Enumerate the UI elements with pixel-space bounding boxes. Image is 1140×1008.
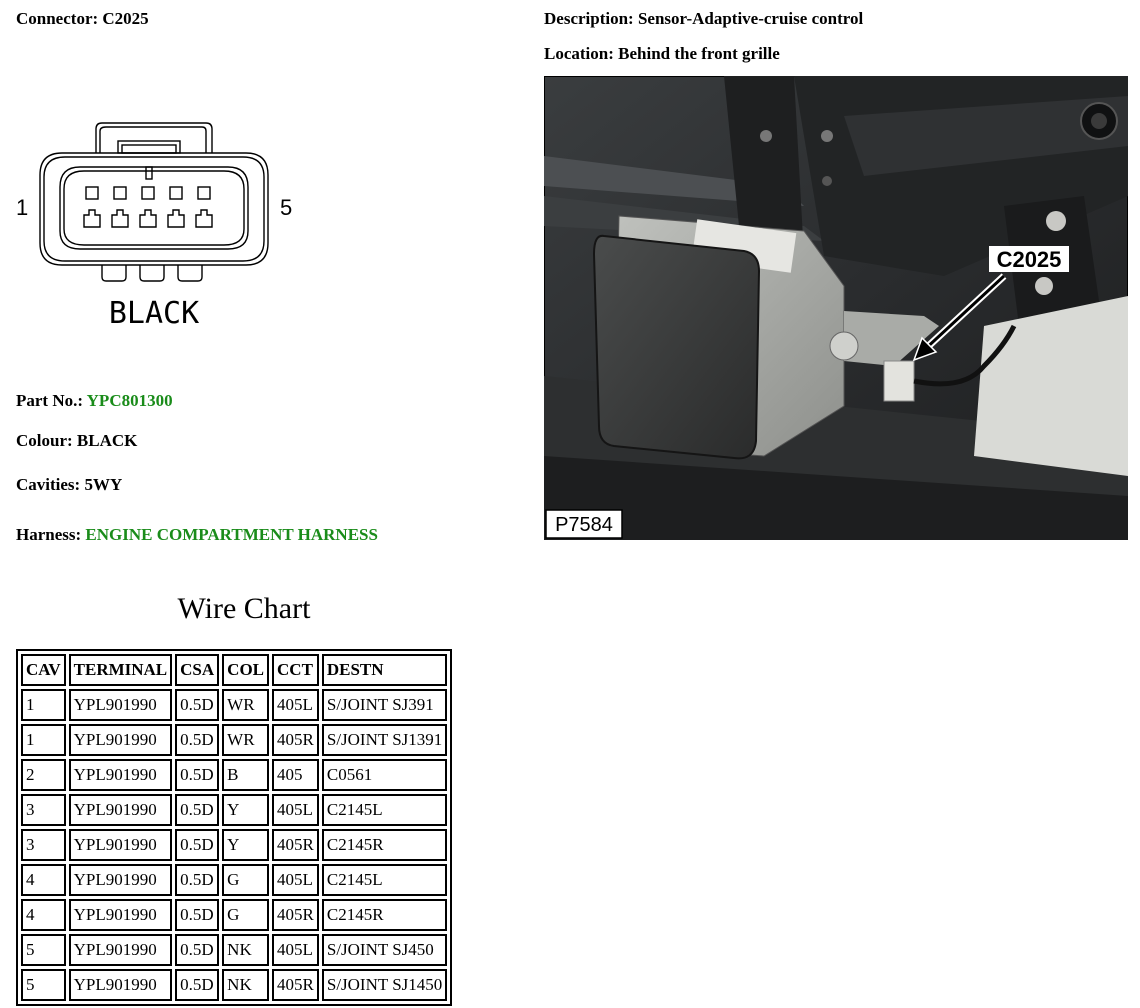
cell-cct: 405L [272, 934, 319, 966]
table-row [21, 689, 447, 721]
table-row [21, 899, 447, 931]
cell-cct: 405L [272, 864, 319, 896]
connector-label: Connector: [16, 9, 99, 28]
cell-destn: S/JOINT SJ1391 [322, 724, 447, 756]
cell-col: B [222, 759, 269, 791]
pin-1-label: 1 [16, 195, 29, 220]
cell-col: Y [222, 794, 269, 826]
cell-cct: 405 [272, 759, 319, 791]
cell-csa: 0.5D [175, 864, 219, 896]
cell-csa: 0.5D [175, 934, 219, 966]
cavities-value: 5WY [84, 475, 123, 494]
part-no-value[interactable]: YPC801300 [86, 391, 173, 410]
table-row [21, 759, 447, 791]
cell-cct: 405R [272, 969, 319, 1001]
photo-id-label: P7584 [555, 514, 613, 536]
header-cav: CAV [21, 654, 66, 686]
cell-cav: 3 [21, 829, 66, 861]
part-no-label: Part No.: [16, 391, 84, 410]
colour-value: BLACK [76, 431, 138, 450]
cell-destn: C2145L [322, 794, 447, 826]
table-row [21, 724, 447, 756]
cell-col: WR [222, 689, 269, 721]
table-header-row [21, 654, 447, 686]
cell-terminal: YPL901990 [69, 794, 173, 826]
photo-callout-label: C2025 [996, 247, 1062, 272]
cell-terminal: YPL901990 [69, 724, 173, 756]
wire-chart-title: Wire Chart [177, 592, 311, 625]
cell-cav: 2 [21, 759, 66, 791]
wire-chart-table [16, 649, 452, 1006]
header-cct: CCT [272, 654, 319, 686]
cell-cav: 1 [21, 724, 66, 756]
cell-col: G [222, 864, 269, 896]
cell-csa: 0.5D [175, 899, 219, 931]
description-field [544, 9, 863, 29]
header-terminal: TERMINAL [69, 654, 173, 686]
cell-destn: S/JOINT SJ1450 [322, 969, 447, 1001]
cell-csa: 0.5D [175, 794, 219, 826]
harness-label: Harness: [16, 525, 82, 544]
location-field [544, 44, 780, 64]
cell-cav: 1 [21, 689, 66, 721]
harness-field [16, 525, 378, 545]
harness-value[interactable]: ENGINE COMPARTMENT HARNESS [85, 525, 378, 544]
pin-5-label: 5 [280, 195, 293, 220]
cell-cav: 3 [21, 794, 66, 826]
connector-face-diagram [10, 115, 310, 335]
connector-value: C2025 [102, 9, 149, 28]
description-label: Description: [544, 9, 634, 28]
cell-cav: 5 [21, 934, 66, 966]
cell-cav: 4 [21, 864, 66, 896]
cell-col: NK [222, 969, 269, 1001]
cell-terminal: YPL901990 [69, 864, 173, 896]
location-photo [544, 76, 1128, 540]
cell-terminal: YPL901990 [69, 829, 173, 861]
cell-csa: 0.5D [175, 689, 219, 721]
colour-field [16, 431, 137, 451]
cell-csa: 0.5D [175, 829, 219, 861]
cell-cct: 405R [272, 899, 319, 931]
cell-terminal: YPL901990 [69, 899, 173, 931]
colour-label: Colour: [16, 431, 73, 450]
table-row [21, 829, 447, 861]
cell-csa: 0.5D [175, 759, 219, 791]
cell-destn: S/JOINT SJ450 [322, 934, 447, 966]
cell-col: WR [222, 724, 269, 756]
cell-col: Y [222, 829, 269, 861]
cell-csa: 0.5D [175, 724, 219, 756]
table-row [21, 864, 447, 896]
cell-terminal: YPL901990 [69, 969, 173, 1001]
table-row [21, 934, 447, 966]
table-row [21, 794, 447, 826]
table-row [21, 969, 447, 1001]
cavities-field [16, 475, 122, 495]
cell-cav: 4 [21, 899, 66, 931]
header-destn: DESTN [322, 654, 447, 686]
header-csa: CSA [175, 654, 219, 686]
cell-col: G [222, 899, 269, 931]
cell-csa: 0.5D [175, 969, 219, 1001]
cell-destn: C2145R [322, 899, 447, 931]
location-label: Location: [544, 44, 614, 63]
cell-terminal: YPL901990 [69, 934, 173, 966]
description-value: Sensor-Adaptive-cruise control [637, 9, 864, 28]
location-value: Behind the front grille [618, 44, 780, 63]
cell-cct: 405L [272, 689, 319, 721]
cell-col: NK [222, 934, 269, 966]
cell-terminal: YPL901990 [69, 759, 173, 791]
cell-cct: 405R [272, 829, 319, 861]
connector-field [16, 9, 149, 29]
cavities-label: Cavities: [16, 475, 81, 494]
cell-destn: C0561 [322, 759, 447, 791]
cell-cav: 5 [21, 969, 66, 1001]
cell-cct: 405R [272, 724, 319, 756]
diagram-color-label: BLACK [108, 296, 200, 331]
cell-destn: S/JOINT SJ391 [322, 689, 447, 721]
cell-terminal: YPL901990 [69, 689, 173, 721]
cell-destn: C2145R [322, 829, 447, 861]
part-no-field [16, 391, 173, 411]
header-col: COL [222, 654, 269, 686]
cell-cct: 405L [272, 794, 319, 826]
cell-destn: C2145L [322, 864, 447, 896]
